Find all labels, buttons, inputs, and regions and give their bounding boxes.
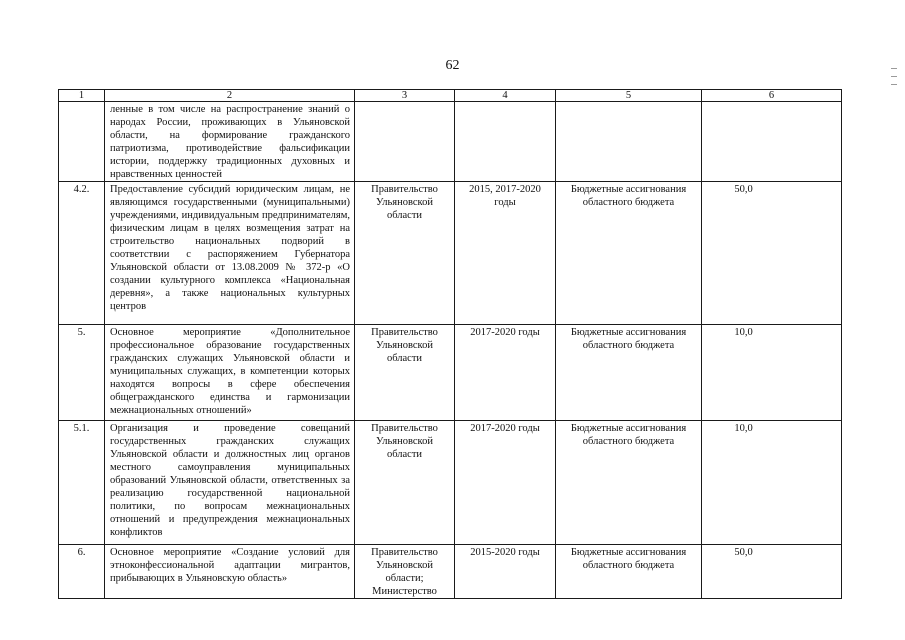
column-header: 4 [455,90,556,102]
column-header: 1 [59,90,105,102]
funding-source-cell [556,102,702,182]
amount-cell [702,102,842,182]
table-row [59,325,842,421]
row-number: 6. [59,545,105,599]
table-row [59,545,842,599]
amount-cell: 50,0 [702,182,842,325]
row-number: 5. [59,325,105,421]
amount-cell: 50,0 [702,545,842,599]
years-cell [455,102,556,182]
page-number: 62 [445,58,460,73]
column-header: 3 [355,90,455,102]
years-cell: 2015-2020 годы [455,545,556,599]
column-header: 6 [702,90,842,102]
column-header: 2 [105,90,355,102]
measure-description: Предоставление субсидий юридическим лицам, не являющимся государственными (муниципальными) учреждениями, индивидуальным предпринимателям, физическим лицам в целях возмещения затрат на строительство национальных подворий в соответствии с распоряжением Губернатора Ульяновской области от 13.08.2009 № 372-р «О создании культурного комплекса «Национальная деревня», а также национальных культурных центров [105,182,355,325]
executor-cell [355,102,455,182]
years-cell: 2017-2020 годы [455,421,556,545]
row-number [59,102,105,182]
column-header: 5 [556,90,702,102]
executor-cell: Правительство Ульяновской области; Министерство [355,545,455,599]
row-number: 5.1. [59,421,105,545]
measure-description: Основное мероприятие «Создание условий для этноконфессиональной адаптации мигрантов, прибывающих в Ульяновскую область» [105,545,355,599]
table-row [59,182,842,325]
measure-description: Организация и проведение совещаний государственных гражданских служащих Ульяновской области и должностных лиц органов местного самоуправления муниципальных образований Ульяновской области, ответственных за реализацию государственной национальной политики, по вопросам межнациональных отношений и предупреждения межнациональных конфликтов [105,421,355,545]
scan-artifact [891,76,897,77]
measure-description: ленные в том числе на распространение знаний о народах России, проживающих в Ульяновской области, на формирование гражданского патриотизма, противодействие фальсификации истории, поддержку традиционных духовных и нравственных ценностей [105,102,355,182]
funding-source-cell: Бюджетные ассигнования областного бюджета [556,545,702,599]
executor-cell: Правительство Ульяновской области [355,421,455,545]
row-number: 4.2. [59,182,105,325]
table-row [59,421,842,545]
table-row [59,102,842,182]
funding-source-cell: Бюджетные ассигнования областного бюджета [556,182,702,325]
funding-table [58,89,842,599]
amount-cell: 10,0 [702,325,842,421]
amount-cell: 10,0 [702,421,842,545]
scan-artifact [891,68,897,69]
years-cell: 2017-2020 годы [455,325,556,421]
years-cell: 2015, 2017-2020 годы [455,182,556,325]
funding-source-cell: Бюджетные ассигнования областного бюджета [556,325,702,421]
scan-artifact [891,84,897,85]
funding-source-cell: Бюджетные ассигнования областного бюджета [556,421,702,545]
measure-description: Основное мероприятие «Дополнительное профессиональное образование государственных гражданских служащих Ульяновской области и муниципальных служащих, в компетенции которых находятся вопросы в сфере обеспечения общегражданского единства и гармонизации межнациональных отношений» [105,325,355,421]
executor-cell: Правительство Ульяновской области [355,182,455,325]
table-header-row [59,90,842,102]
executor-cell: Правительство Ульяновской области [355,325,455,421]
